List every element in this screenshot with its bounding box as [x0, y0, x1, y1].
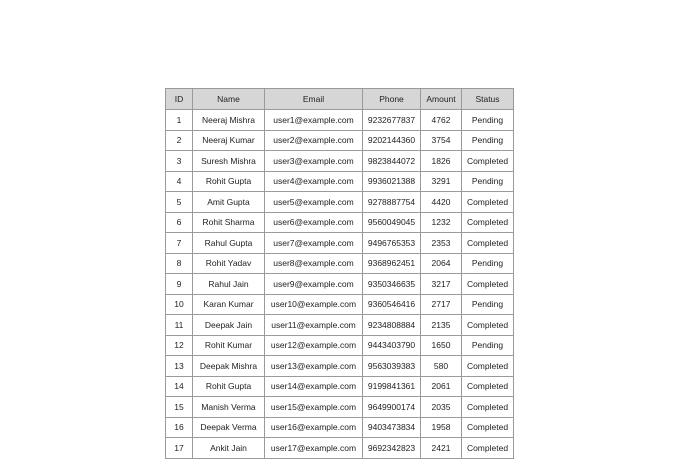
cell-email: user15@example.com — [265, 397, 363, 418]
cell-name: Rohit Sharma — [193, 212, 265, 233]
table-row — [166, 417, 514, 438]
cell-name: Deepak Jain — [193, 315, 265, 336]
table-row — [166, 438, 514, 459]
cell-name: Suresh Mishra — [193, 151, 265, 172]
cell-status: Pending — [462, 110, 514, 131]
table-row — [166, 274, 514, 295]
cell-id: 5 — [166, 192, 193, 213]
cell-amount: 2717 — [421, 294, 462, 315]
cell-id: 6 — [166, 212, 193, 233]
cell-phone: 9199841361 — [363, 376, 421, 397]
table-row — [166, 335, 514, 356]
cell-phone: 9443403790 — [363, 335, 421, 356]
cell-status: Pending — [462, 335, 514, 356]
cell-email: user6@example.com — [265, 212, 363, 233]
cell-phone: 9649900174 — [363, 397, 421, 418]
cell-phone: 9202144360 — [363, 130, 421, 151]
cell-name: Rohit Kumar — [193, 335, 265, 356]
cell-status: Completed — [462, 397, 514, 418]
column-header-email: Email — [265, 89, 363, 110]
cell-amount: 2135 — [421, 315, 462, 336]
cell-amount: 1232 — [421, 212, 462, 233]
cell-email: user8@example.com — [265, 253, 363, 274]
cell-status: Completed — [462, 274, 514, 295]
cell-name: Deepak Verma — [193, 417, 265, 438]
cell-status: Completed — [462, 356, 514, 377]
cell-amount: 3754 — [421, 130, 462, 151]
cell-amount: 2064 — [421, 253, 462, 274]
column-header-status: Status — [462, 89, 514, 110]
cell-id: 2 — [166, 130, 193, 151]
table-header-row — [166, 89, 514, 110]
cell-name: Rahul Gupta — [193, 233, 265, 254]
cell-id: 15 — [166, 397, 193, 418]
cell-id: 8 — [166, 253, 193, 274]
column-header-name: Name — [193, 89, 265, 110]
table-row — [166, 171, 514, 192]
cell-status: Pending — [462, 253, 514, 274]
table-row — [166, 253, 514, 274]
cell-status: Completed — [462, 192, 514, 213]
cell-amount: 4420 — [421, 192, 462, 213]
table-row — [166, 192, 514, 213]
cell-amount: 2421 — [421, 438, 462, 459]
cell-status: Pending — [462, 294, 514, 315]
cell-amount: 580 — [421, 356, 462, 377]
cell-id: 11 — [166, 315, 193, 336]
cell-status: Completed — [462, 438, 514, 459]
cell-status: Pending — [462, 130, 514, 151]
cell-name: Manish Verma — [193, 397, 265, 418]
cell-phone: 9368962451 — [363, 253, 421, 274]
cell-phone: 9563039383 — [363, 356, 421, 377]
cell-id: 12 — [166, 335, 193, 356]
cell-amount: 1650 — [421, 335, 462, 356]
cell-amount: 1826 — [421, 151, 462, 172]
cell-id: 9 — [166, 274, 193, 295]
table-row — [166, 376, 514, 397]
cell-phone: 9360546416 — [363, 294, 421, 315]
cell-id: 14 — [166, 376, 193, 397]
cell-name: Deepak Mishra — [193, 356, 265, 377]
cell-name: Ankit Jain — [193, 438, 265, 459]
cell-status: Pending — [462, 171, 514, 192]
cell-email: user5@example.com — [265, 192, 363, 213]
column-header-amount: Amount — [421, 89, 462, 110]
cell-id: 3 — [166, 151, 193, 172]
cell-id: 17 — [166, 438, 193, 459]
cell-amount: 4762 — [421, 110, 462, 131]
cell-name: Rahul Jain — [193, 274, 265, 295]
cell-name: Neeraj Kumar — [193, 130, 265, 151]
cell-status: Completed — [462, 212, 514, 233]
cell-name: Rohit Gupta — [193, 376, 265, 397]
cell-phone: 9403473834 — [363, 417, 421, 438]
cell-name: Rohit Yadav — [193, 253, 265, 274]
cell-email: user13@example.com — [265, 356, 363, 377]
cell-email: user16@example.com — [265, 417, 363, 438]
cell-amount: 2353 — [421, 233, 462, 254]
cell-name: Rohit Gupta — [193, 171, 265, 192]
cell-email: user4@example.com — [265, 171, 363, 192]
cell-email: user14@example.com — [265, 376, 363, 397]
cell-name: Neeraj Mishra — [193, 110, 265, 131]
cell-amount: 3291 — [421, 171, 462, 192]
table-row — [166, 212, 514, 233]
table-body — [166, 110, 514, 459]
cell-email: user1@example.com — [265, 110, 363, 131]
cell-email: user17@example.com — [265, 438, 363, 459]
cell-status: Completed — [462, 315, 514, 336]
cell-amount: 2061 — [421, 376, 462, 397]
table-row — [166, 110, 514, 131]
data-table-container — [165, 88, 514, 459]
cell-id: 13 — [166, 356, 193, 377]
cell-status: Completed — [462, 233, 514, 254]
cell-phone: 9936021388 — [363, 171, 421, 192]
table-row — [166, 130, 514, 151]
cell-email: user2@example.com — [265, 130, 363, 151]
table-row — [166, 233, 514, 254]
cell-email: user12@example.com — [265, 335, 363, 356]
cell-email: user9@example.com — [265, 274, 363, 295]
cell-phone: 9692342823 — [363, 438, 421, 459]
cell-status: Completed — [462, 151, 514, 172]
cell-id: 4 — [166, 171, 193, 192]
column-header-id: ID — [166, 89, 193, 110]
table-row — [166, 397, 514, 418]
table-row — [166, 315, 514, 336]
cell-email: user3@example.com — [265, 151, 363, 172]
cell-phone: 9350346635 — [363, 274, 421, 295]
cell-phone: 9234808884 — [363, 315, 421, 336]
table-row — [166, 151, 514, 172]
table-row — [166, 356, 514, 377]
column-header-phone: Phone — [363, 89, 421, 110]
cell-email: user7@example.com — [265, 233, 363, 254]
cell-amount: 3217 — [421, 274, 462, 295]
cell-phone: 9232677837 — [363, 110, 421, 131]
cell-amount: 2035 — [421, 397, 462, 418]
cell-status: Completed — [462, 376, 514, 397]
cell-amount: 1958 — [421, 417, 462, 438]
cell-name: Amit Gupta — [193, 192, 265, 213]
cell-name: Karan Kumar — [193, 294, 265, 315]
cell-phone: 9496765353 — [363, 233, 421, 254]
cell-email: user11@example.com — [265, 315, 363, 336]
cell-phone: 9278887754 — [363, 192, 421, 213]
table-row — [166, 294, 514, 315]
cell-email: user10@example.com — [265, 294, 363, 315]
cell-phone: 9560049045 — [363, 212, 421, 233]
cell-id: 7 — [166, 233, 193, 254]
cell-phone: 9823844072 — [363, 151, 421, 172]
data-table — [165, 88, 514, 459]
cell-id: 10 — [166, 294, 193, 315]
cell-id: 1 — [166, 110, 193, 131]
cell-id: 16 — [166, 417, 193, 438]
cell-status: Completed — [462, 417, 514, 438]
